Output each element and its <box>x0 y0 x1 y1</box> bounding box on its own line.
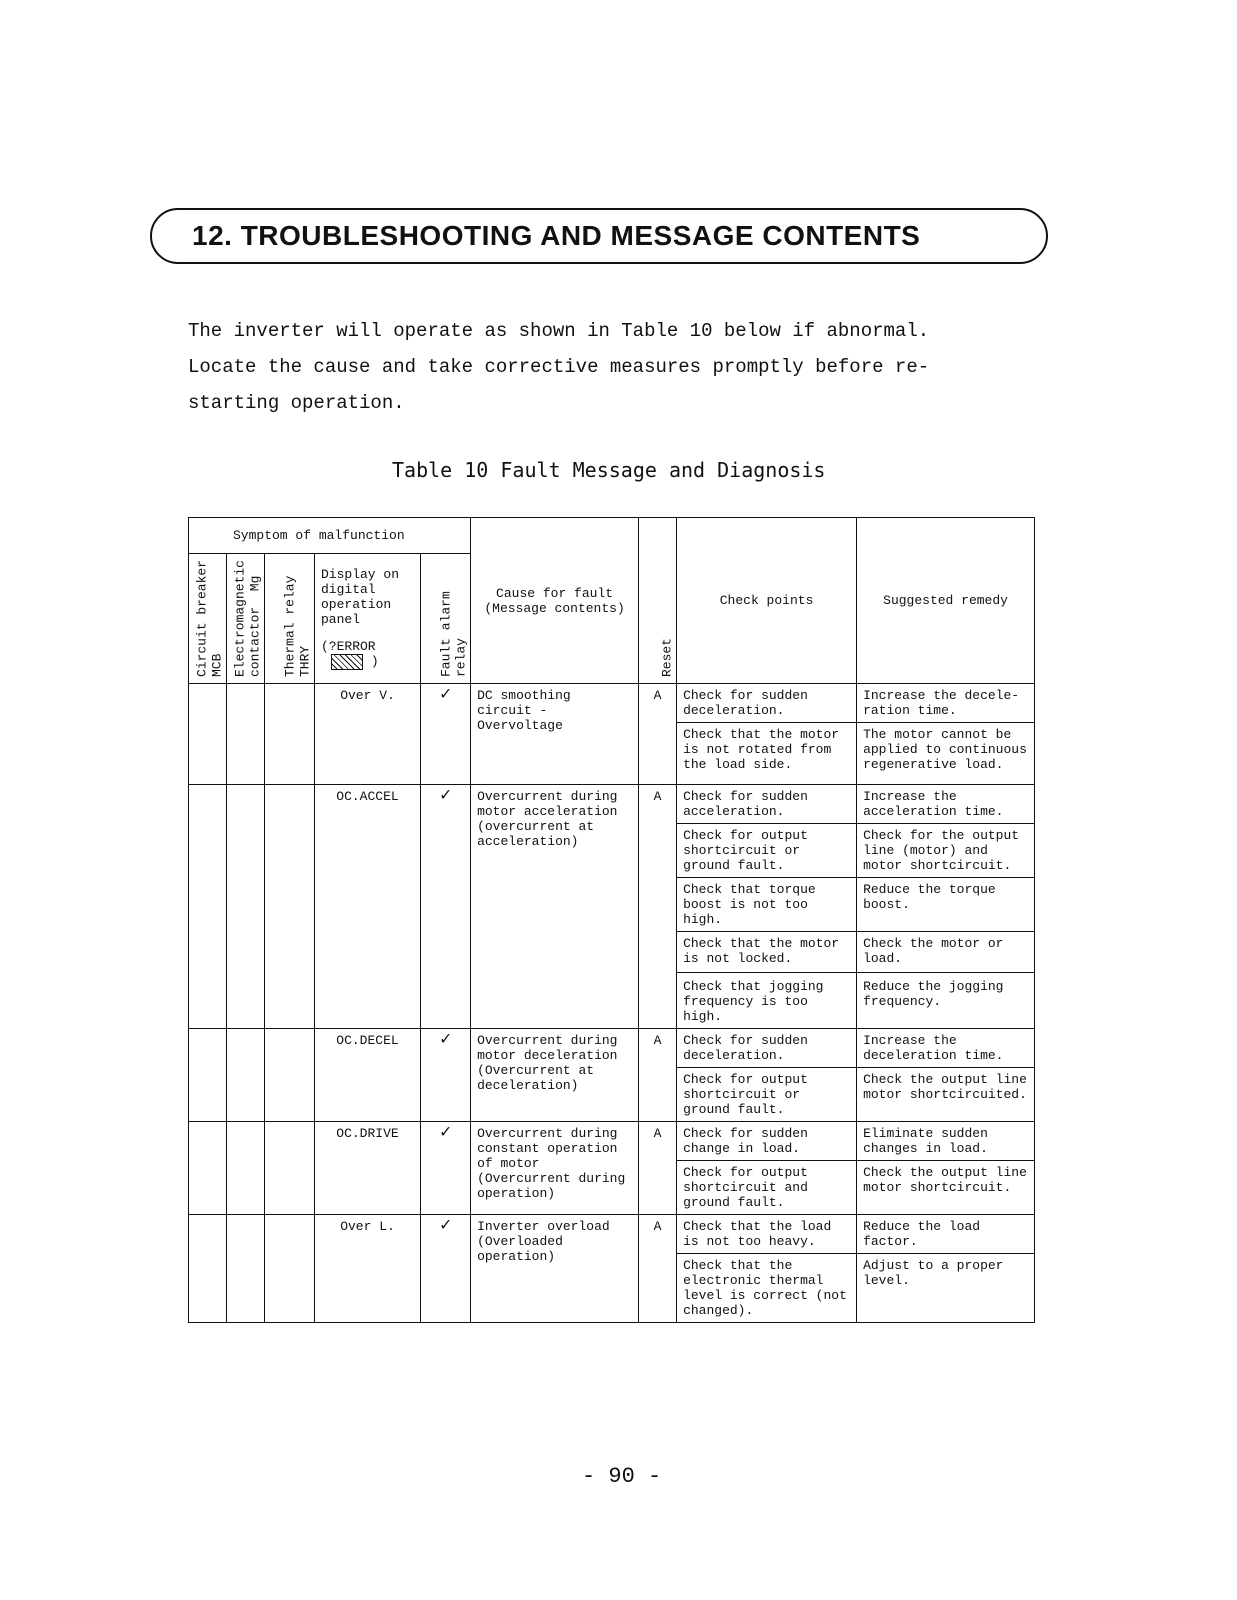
check-cell: Check that the motor is not rotated from the load side. <box>677 723 857 785</box>
intro-line: starting operation. <box>188 392 405 414</box>
display-header-label: Display on digital operation panel <box>321 567 400 628</box>
reset-cell: A <box>639 1122 677 1215</box>
section-title: 12. TROUBLESHOOTING AND MESSAGE CONTENTS <box>192 220 921 251</box>
error-text: (?ERROR <box>321 639 376 655</box>
fault-table <box>188 517 1035 1323</box>
remedy-cell: Reduce the load factor. <box>857 1215 1035 1254</box>
mcb-header: Circuit breaker MCB <box>189 554 227 684</box>
page-number: - 90 - <box>582 1464 662 1489</box>
error-close: ) <box>370 654 379 670</box>
check-mark-icon: ✓ <box>421 1122 471 1215</box>
reset-cell: A <box>639 785 677 1029</box>
table-row <box>189 1029 1035 1068</box>
check-text: Check that jogging frequency is too high. <box>677 972 856 1024</box>
table-row <box>189 785 1035 824</box>
display-cell: OC.DRIVE <box>315 1122 421 1215</box>
display-cell: Over L. <box>315 1215 421 1323</box>
mcb-cell <box>189 785 227 1029</box>
hatched-display-icon <box>331 654 363 670</box>
check-cell <box>677 932 857 1029</box>
cause-cell: Overcurrent during motor acceleration (overcurrent at acceleration) <box>471 785 639 1029</box>
remedy-cell: Check the output line motor shortcircuited. <box>857 1068 1035 1122</box>
check-cell: Check that the load is not too heavy. <box>677 1215 857 1254</box>
remedy-cell: Reduce the torque boost. <box>857 878 1035 932</box>
check-cell: Check for sudden deceleration. <box>677 684 857 723</box>
intro-line: Locate the cause and take corrective measures promptly before re- <box>188 356 930 378</box>
thry-cell <box>265 1029 315 1122</box>
error-label <box>321 639 414 670</box>
check-cell: Check that torque boost is not too high. <box>677 878 857 932</box>
remedy-cell: Adjust to a proper level. <box>857 1254 1035 1323</box>
remedy-cell: Increase the deceleration time. <box>857 1029 1035 1068</box>
remedy-cell: Increase the decele-ration time. <box>857 684 1035 723</box>
remedy-cell: Check the output line motor shortcircuit. <box>857 1161 1035 1215</box>
reset-cell: A <box>639 1215 677 1323</box>
check-mark-icon: ✓ <box>421 684 471 785</box>
cause-cell: Inverter overload (Overloaded operation) <box>471 1215 639 1323</box>
mg-header: Electromagnetic contactor Mg <box>227 554 265 684</box>
thry-cell <box>265 684 315 785</box>
check-cell: Check for sudden change in load. <box>677 1122 857 1161</box>
display-cell: OC.DECEL <box>315 1029 421 1122</box>
table-caption: Table 10 Fault Message and Diagnosis <box>392 458 826 482</box>
check-cell: Check for sudden deceleration. <box>677 1029 857 1068</box>
remedy-cell: The motor cannot be applied to continuous regenerative load. <box>857 723 1035 785</box>
remedy-text: Reduce the jogging frequency. <box>857 972 1034 1009</box>
mg-cell <box>227 1215 265 1323</box>
mg-cell <box>227 684 265 785</box>
mcb-cell <box>189 1215 227 1323</box>
remedy-cell: Eliminate sudden changes in load. <box>857 1122 1035 1161</box>
section-banner <box>150 208 1048 264</box>
mcb-cell <box>189 1029 227 1122</box>
check-cell: Check for output shortcircuit or ground fault. <box>677 1068 857 1122</box>
reset-cell: A <box>639 1029 677 1122</box>
cause-cell: Overcurrent during constant operation of motor (Overcurrent during operation) <box>471 1122 639 1215</box>
check-text: Check that the motor is not locked. <box>683 936 840 967</box>
mg-cell <box>227 785 265 1029</box>
check-mark-icon: ✓ <box>421 1029 471 1122</box>
thry-cell <box>265 1122 315 1215</box>
table-row <box>189 684 1035 723</box>
mg-cell <box>227 1029 265 1122</box>
check-cell: Check for output shortcircuit or ground fault. <box>677 824 857 878</box>
remedy-cell <box>857 932 1035 1029</box>
remedy-cell: Increase the acceleration time. <box>857 785 1035 824</box>
symptom-header-label: Symptom of malfunction <box>233 528 405 543</box>
reset-cell: A <box>639 684 677 785</box>
cause-cell: Overcurrent during motor deceleration (Overcurrent at deceleration) <box>471 1029 639 1122</box>
remedy-text: Check the motor or load. <box>863 936 1004 967</box>
mcb-cell <box>189 684 227 785</box>
remedy-header: Suggested remedy <box>857 518 1035 684</box>
intro-paragraph <box>188 313 988 421</box>
display-cell: OC.ACCEL <box>315 785 421 1029</box>
table-row <box>189 1122 1035 1161</box>
mg-cell <box>227 1122 265 1215</box>
mcb-cell <box>189 1122 227 1215</box>
check-cell: Check that the electronic thermal level is correct (not changed). <box>677 1254 857 1323</box>
thry-header: Thermal relay THRY <box>265 554 315 684</box>
thry-cell <box>265 785 315 1029</box>
reset-header: Reset <box>639 518 677 684</box>
symptom-header <box>189 518 471 554</box>
remedy-cell: Check for the output line (motor) and motor shortcircuit. <box>857 824 1035 878</box>
thry-cell <box>265 1215 315 1323</box>
cause-header: Cause for fault (Message contents) <box>471 518 639 684</box>
check-mark-icon: ✓ <box>421 1215 471 1323</box>
check-cell: Check for sudden acceleration. <box>677 785 857 824</box>
check-mark-icon: ✓ <box>421 785 471 1029</box>
check-cell: Check for output shortcircuit and ground fault. <box>677 1161 857 1215</box>
cause-cell: DC smoothing circuit - Overvoltage <box>471 684 639 785</box>
display-header <box>315 554 421 684</box>
fault-relay-header: Fault alarm relay <box>421 554 471 684</box>
check-header: Check points <box>677 518 857 684</box>
intro-line: The inverter will operate as shown in Table 10 below if abnormal. <box>188 320 930 342</box>
display-cell: Over V. <box>315 684 421 785</box>
table-row <box>189 1215 1035 1254</box>
